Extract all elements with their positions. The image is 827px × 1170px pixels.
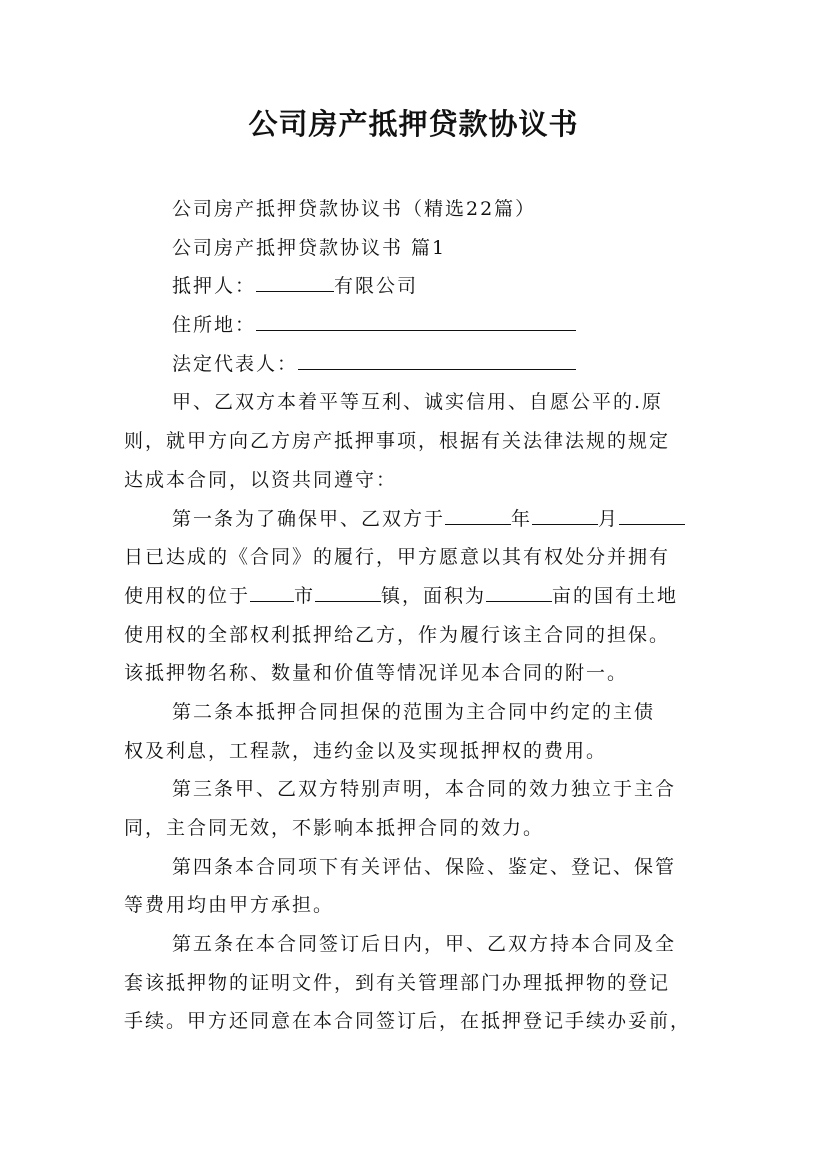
document-title: 公司房产抵押贷款协议书 (248, 107, 579, 141)
paragraph-line: 甲、乙双方本着平等互利、诚实信用、自愿公平的.原 (172, 391, 664, 414)
paragraph-line: 第五条在本合同签订后日内，甲、乙双方持本合同及全 (172, 933, 677, 956)
paragraph-line: 第二条本抵押合同担保的范围为主合同中约定的主债 (172, 700, 656, 723)
paragraph-line: 该抵押物名称、数量和价值等情况详见本合同的附一。 (124, 662, 629, 685)
article-1-text: 第一条为了确保甲、乙双方于 (172, 507, 446, 530)
mortgagor-blank (256, 271, 334, 292)
legal-rep-label: 法定代表人： (172, 352, 299, 375)
year-label: 年 (511, 507, 533, 530)
paragraph-line: 手续。甲方还同意在本合同签订后，在抵押登记手续办妥前， (124, 1010, 692, 1033)
paragraph-line: 等费用均由甲方承担。 (124, 894, 335, 917)
mortgagor-suffix: 有限公司 (334, 275, 419, 298)
city-label: 市 (294, 584, 316, 607)
month-label: 月 (598, 507, 620, 530)
article-1-line (124, 500, 704, 539)
paragraph-line: 第四条本合同项下有关评估、保险、鉴定、登记、保管 (172, 855, 677, 878)
location-line (124, 577, 704, 616)
paragraph-line: 日已达成的《合同》的履行，甲方愿意以其有权处分并拥有 (124, 546, 671, 569)
paragraph-line: 权及利息，工程款，违约金以及实现抵押权的费用。 (124, 739, 608, 762)
address-label: 住所地： (172, 314, 257, 337)
subtitle-line: 公司房产抵押贷款协议书（精选22篇） (172, 198, 537, 220)
paragraph-line: 套该抵押物的证明文件，到有关管理部门办理抵押物的登记 (124, 971, 671, 994)
legal-rep-blank (298, 349, 576, 370)
address-blank (256, 310, 576, 331)
paragraph-line: 同，主合同无效，不影响本抵押合同的效力。 (124, 817, 545, 839)
city-blank (250, 581, 294, 602)
area-text: 镇，面积为 (381, 584, 487, 607)
paragraph-line: 则，就甲方向乙方房产抵押事项，根据有关法律法规的规定 (124, 430, 671, 453)
legal-rep-line (124, 345, 704, 384)
paragraph-line: 使用权的全部权利抵押给乙方，作为履行该主合同的担保。 (124, 623, 671, 646)
location-text: 使用权的位于 (124, 584, 251, 607)
area-blank (486, 581, 552, 602)
chapter-heading: 公司房产抵押贷款协议书 篇1 (172, 236, 447, 259)
address-line (124, 306, 704, 345)
land-text: 亩的国有土地 (552, 584, 679, 607)
document-body (124, 190, 704, 1041)
year-blank (445, 504, 511, 525)
paragraph-line: 第三条甲、乙双方特别声明，本合同的效力独立于主合 (172, 778, 677, 801)
town-blank (315, 581, 381, 602)
paragraph-line: 达成本合同，以资共同遵守： (124, 468, 398, 491)
mortgagor-label: 抵押人： (172, 275, 257, 298)
month-blank (532, 504, 598, 525)
mortgagor-line (124, 267, 704, 306)
day-blank (619, 504, 685, 525)
